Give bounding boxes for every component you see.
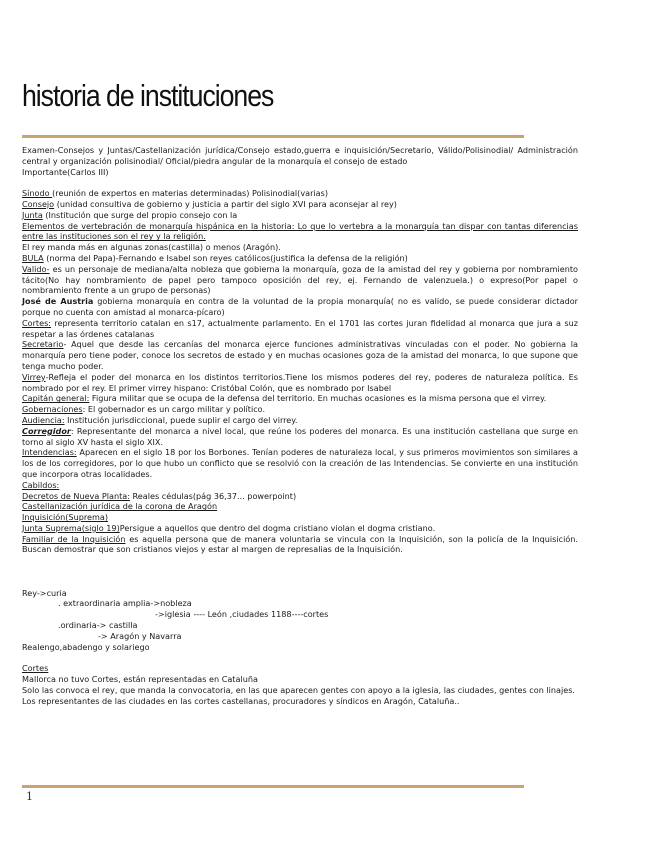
document-body: [22, 145, 578, 706]
term-capitan: Capitán general:: [22, 393, 90, 404]
entry-rey-manda: El rey manda más en algunas zonas(castilla) o menos (Aragón).: [22, 242, 281, 253]
def-bula: (norma del Papa)-Fernando e Isabel son reyes católicos(justifica la defensa de la religión): [43, 252, 408, 263]
entry-familiar: [22, 534, 578, 556]
term-gobernaciones: Gobernaciones: [22, 404, 83, 415]
scheme-line-5: -> Aragón y Navarra: [98, 630, 182, 641]
entry-intendencias: [22, 447, 578, 479]
entry-jose: [22, 296, 578, 318]
def-capitan: Figura militar que se ocupa de la defensa del territorio. En muchas ocasiones es la misma persona que el virrey.: [89, 393, 547, 404]
footer-divider: [22, 785, 524, 788]
summary-note: Importante(Carlos III): [22, 166, 109, 177]
term-familiar: Familiar de la Inquisición: [22, 533, 126, 544]
entry-decretos: [22, 491, 578, 502]
entry-junta-suprema: [22, 523, 578, 534]
term-virrey: Virrey: [22, 371, 46, 382]
def-sinodo: (reunión de expertos en materias determinadas) Polisinodial(varias): [52, 188, 328, 199]
entry-consejo: [22, 199, 578, 210]
def-virrey: -Refleja el poder del monarca en los distintos territorios.Tiene los mismos poderes del rey, poderes de naturaleza política. Es nombrado por el rey. El primer virrey hispano: Cristóbal Colón, que es nombrado por Isabel: [22, 371, 578, 393]
def-familiar: es aquella persona que de manera voluntaria se vincula con la Inquisición, son la policía de la Inquisición. Buscan demostrar que son cristianos viejos y estar al margen de represalias de la Inquisición.: [22, 533, 578, 555]
term-cortes: Cortes:: [22, 317, 52, 328]
term-decretos: Decretos de Nueva Planta:: [22, 490, 130, 501]
cortes-line-1: Mallorca no tuvo Cortes, están representadas en Cataluña: [22, 674, 258, 685]
entry-sinodo: [22, 188, 578, 199]
entry-gobernaciones: [22, 404, 578, 415]
term-secretario: Secretario: [22, 339, 64, 350]
def-secretario: - Aquel que desde las cercanías del monarca ejerce funciones administrativas vinculadas con el poder. No gobierna la monarquía pero tiene poder, conoce los secretos de estado y en muchas ocasiones goza de la amistad del monarca, lo que supone que tenga mucho poder.: [22, 339, 578, 371]
term-corregidor: Corregidor: [22, 425, 71, 436]
entry-inquisicion: Inquisición(Suprema): [22, 512, 108, 523]
def-consejo: (unidad consultiva de gobierno y justicia a partir del siglo XVI para aconsejar al rey): [54, 198, 397, 209]
cortes-line-3: Los representantes de las ciudades en las cortes castellanas, procuradores y síndicos en Aragón, Cataluña..: [22, 695, 460, 706]
term-valido: Valido-: [22, 263, 50, 274]
entry-cortes: [22, 318, 578, 340]
def-intendencias: Aparecen en el siglo 18 por los Borbones. Tenían poderes de naturaleza local, y sus primeros movimientos son similares a los de los corregidores, por lo que hubo un conflicto que se resolvió con la creación de las Intendencias. Se convierte en una institución que incorpora otras localidades.: [22, 447, 578, 479]
def-audiencia: Institución jurisdiccional, puede suplir el cargo del virrey.: [64, 414, 298, 425]
scheme-line-3: ->iglesia ---- León ,ciudades 1188----cortes: [155, 609, 329, 620]
scheme-line-4: .ordinaria-> castilla: [58, 620, 138, 631]
entry-secretario: [22, 339, 578, 371]
cortes-line-2: Solo las convoca el rey, que manda la convocatoria, en las que aparecen gentes con apoyo a la iglesia, las ciudades, gentes con linajes.: [22, 684, 575, 695]
title-divider: [22, 135, 524, 138]
scheme-line-2: . extraordinaria amplia->nobleza: [58, 598, 192, 609]
entry-junta: [22, 210, 578, 221]
entry-bula: [22, 253, 578, 264]
term-audiencia: Audiencia:: [22, 414, 65, 425]
def-valido: es un personaje de mediana/alta nobleza que gobierna la monarquía, goza de la amistad del rey y gobierna por nombramiento tácito(No hay nombramiento de papel pero tampoco oposición del rey, ej. Fernando de valenzuela.) o expreso(Por papel o nombramiento frente a un grupo de personas): [22, 263, 578, 296]
def-junta-suprema: Persigue a aquellos que dentro del dogma cristiano violan el dogma cristiano.: [119, 522, 436, 533]
term-bula: BULA: [22, 252, 44, 263]
entry-corregidor: [22, 426, 578, 448]
cortes-heading: Cortes: [22, 663, 49, 674]
summary-line: Examen-Consejos y Juntas/Castellanización jurídica/Consejo estado,guerra e inquisición/Secretario, Válido/Polisinodial/ Administración central y organización polisinodial/ Oficial/piedra angular de la monarquía el consejo de estado: [22, 145, 578, 166]
term-sinodo: Sínodo: [22, 188, 53, 199]
page-number: 1: [26, 790, 33, 803]
scheme-line-6: Realengo,abadengo y solariego: [22, 641, 150, 652]
def-junta: (Institución que surge del propio consejo con la: [42, 209, 238, 220]
term-junta-suprema: Junta Suprema(siglo 19): [22, 522, 120, 533]
term-consejo: Consejo: [22, 198, 55, 209]
def-cortes: representa territorio catalan en s17, actualmente parlamento. En el 1701 las cortes juran fidelidad al monarca que jura a suz respetar a las órdenes catalanas: [22, 317, 578, 339]
def-gobernaciones: : El gobernador es un cargo militar y político.: [82, 404, 266, 415]
page-title: historia de instituciones: [22, 78, 274, 113]
def-corregidor: : Representante del monarca a nivel local, que reúne los poderes del monarca. Es una institución castellana que surge en torno al siglo XV hasta el siglo XIX.: [22, 425, 578, 447]
term-junta: Junta: [22, 209, 43, 220]
entry-valido: [22, 264, 578, 296]
def-jose: gobierna monarquía en contra de la voluntad de la propia monarquía( no es valido, se puede considerar dictador porque no cuenta con amistad al monarca-pícaro): [22, 296, 578, 317]
entry-elementos: Elementos de vertebración de monarquía hispánica en la historia: Lo que lo vertebra a la monarquía tan dispar con tantas diferencias entre las instituciones son el rey y la religión.: [22, 220, 578, 242]
entry-audiencia: [22, 415, 578, 426]
term-jose: José de Austria: [22, 296, 94, 307]
scheme-line-1: Rey->curia: [22, 587, 67, 598]
entry-cabildos: Cabildos:: [22, 479, 60, 490]
entry-castellanizacion: Castellanización jurídica de la corona de Aragón: [22, 501, 218, 512]
entry-virrey: [22, 372, 578, 394]
entry-capitan: [22, 393, 578, 404]
term-intendencias: Intendencias:: [22, 447, 77, 458]
def-decretos: Reales cédulas(pág 36,37... powerpoint): [129, 490, 297, 501]
